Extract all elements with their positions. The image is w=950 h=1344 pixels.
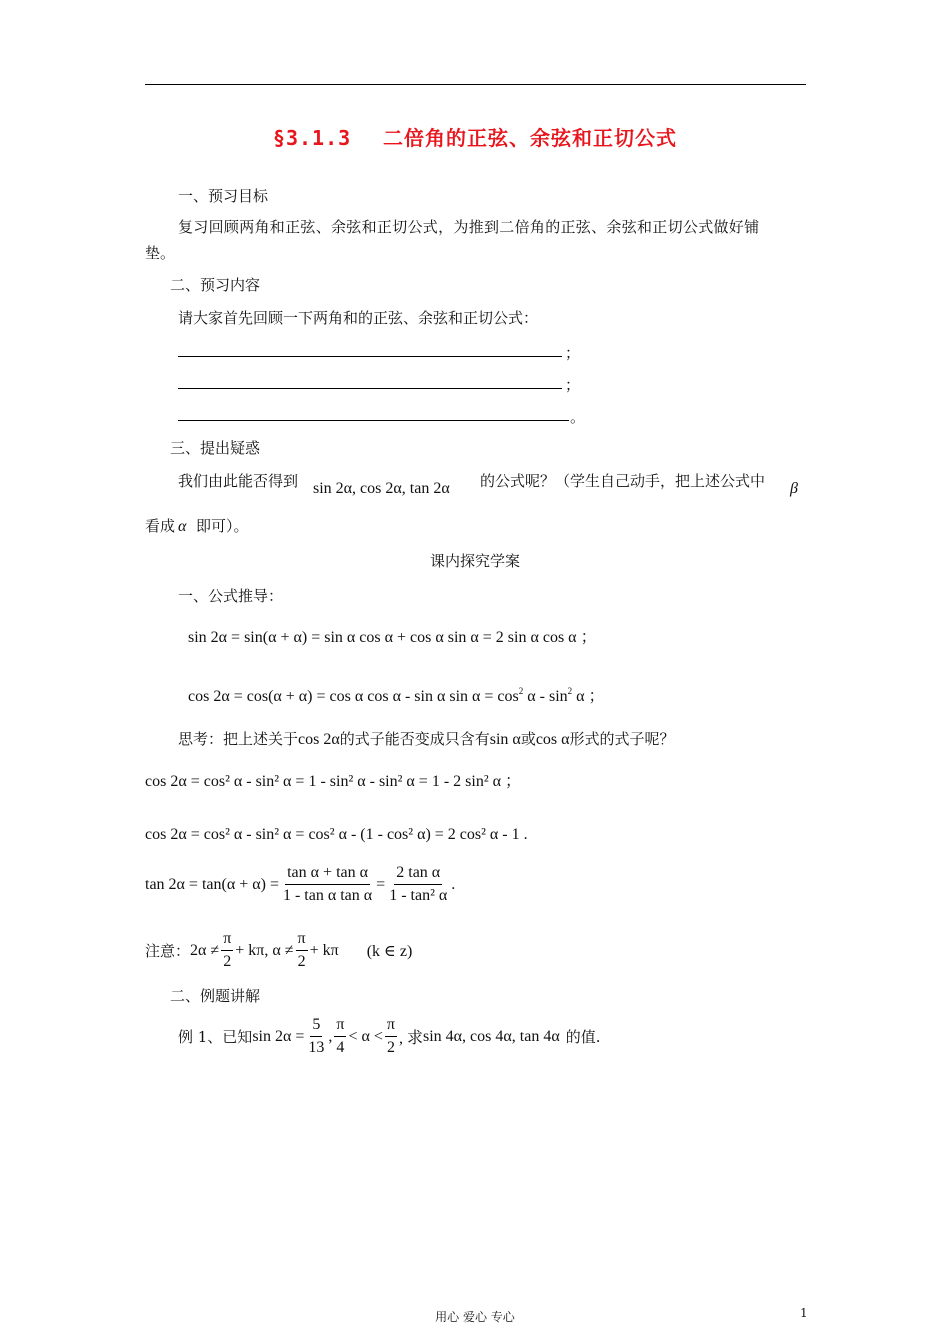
blank-end-2: ； (565, 376, 581, 394)
page-title (0, 122, 950, 151)
paragraph-question-c: 看成 (145, 517, 176, 535)
equation-cos2a-sin: cos 2α = cos² α - sin² α = 1 - sin² α - sin² α = 1 - 2 sin² α ； (145, 773, 522, 790)
fill-blank-2[interactable] (178, 388, 562, 389)
fraction-pi-over-4: $\frac{\pi}{4}$ (336, 1016, 345, 1056)
paragraph-goal-line1: 复习回顾两角和正弦、余弦和正切公式，为推到二倍角的正弦、余弦和正切公式做好铺 (178, 218, 760, 236)
fill-blank-3[interactable] (178, 420, 569, 421)
heading-derivation: 一、公式推导： (178, 587, 284, 605)
beta-symbol: β (790, 480, 798, 497)
equation-tan2a: tan 2α = tan(α + α) = $\frac{\text{tan α + tan α}}{\text{1 - tan α tan α}}$ = $\frac{\text{2 tan α}}{\text{1 - tan² α}}$ . (145, 862, 455, 907)
explore-title: 课内探究学案 (429, 552, 520, 570)
heading-examples: 二、例题讲解 (170, 987, 261, 1005)
example-1: 例 1、已知 sin 2α = $\frac{5}{13}$ , $\frac{\pi}{4}$ < α < $\frac{\pi}{2}$ , 求 sin 4α, cos 4α, tan 4α 的值. (178, 1014, 600, 1059)
fraction-tan-double: $\frac{\text{2 tan α}}{\text{1 - tan² α}}$ (389, 864, 448, 904)
fraction-5-over-13: $\frac{5}{13}$ (308, 1016, 325, 1056)
heading-preview-goal: 一、预习目标 (178, 187, 269, 205)
alpha-symbol: α (178, 518, 187, 535)
section-number: §3.1.3 (272, 126, 352, 150)
formula-double-angle: sin 2α, cos 2α, tan 2α (313, 480, 450, 497)
fraction-pi-over-2: $\frac{\pi}{2}$ (297, 930, 306, 970)
paragraph-question-a: 我们由此能否得到 (178, 472, 299, 490)
paragraph-question-b: 的公式呢？（学生自己动手，把上述公式中 (480, 472, 766, 490)
think-line: 思考：把上述关于cos 2α的式子能否变成只含有sin α或cos α形式的式子呢？ (178, 730, 675, 748)
fill-blank-1[interactable] (178, 356, 562, 357)
paragraph-goal-line2: 垫。 (145, 244, 176, 262)
equation-cos2a-cos: cos 2α = cos² α - sin² α = cos² α - (1 - cos² α) = 2 cos² α - 1 . (145, 826, 528, 843)
heading-preview-content: 二、预习内容 (170, 276, 261, 294)
equation-sin2a: sin 2α = sin(α + α) = sin α cos α + cos α sin α = 2 sin α cos α ； (188, 629, 597, 646)
heading-questions: 三、提出疑惑 (170, 439, 261, 457)
footer-text: 用心 爱心 专心 (435, 1310, 515, 1324)
fraction-tan-sum: $\frac{\text{tan α + tan α}}{\text{1 - tan α tan α}}$ (282, 864, 373, 904)
equation-cos2a: cos 2α = cos(α + α) = cos α cos α - sin α $\sin \alpha = \cos^2 \alpha - \sin^2 \alpha$ ； (188, 686, 605, 705)
paragraph-review: 请大家首先回顾一下两角和的正弦、余弦和正切公式： (178, 309, 539, 327)
title-text: 二倍角的正弦、余弦和正切公式 (383, 126, 678, 150)
header-rule (145, 84, 806, 85)
note-line: 注意： 2α ≠ $\frac{\pi}{2}$ + kπ, α ≠ $\frac{\pi}{2}$ + kπ (k ∈ z) (145, 928, 412, 973)
fraction-pi-over-2: $\frac{\pi}{2}$ (386, 1016, 395, 1056)
paragraph-question-d: 即可）。 (196, 517, 249, 535)
blank-end-3: 。 (570, 408, 586, 426)
page-number: 1 (800, 1306, 808, 1320)
blank-end-1: ； (565, 344, 581, 362)
fraction-pi-over-2: $\frac{\pi}{2}$ (223, 930, 232, 970)
